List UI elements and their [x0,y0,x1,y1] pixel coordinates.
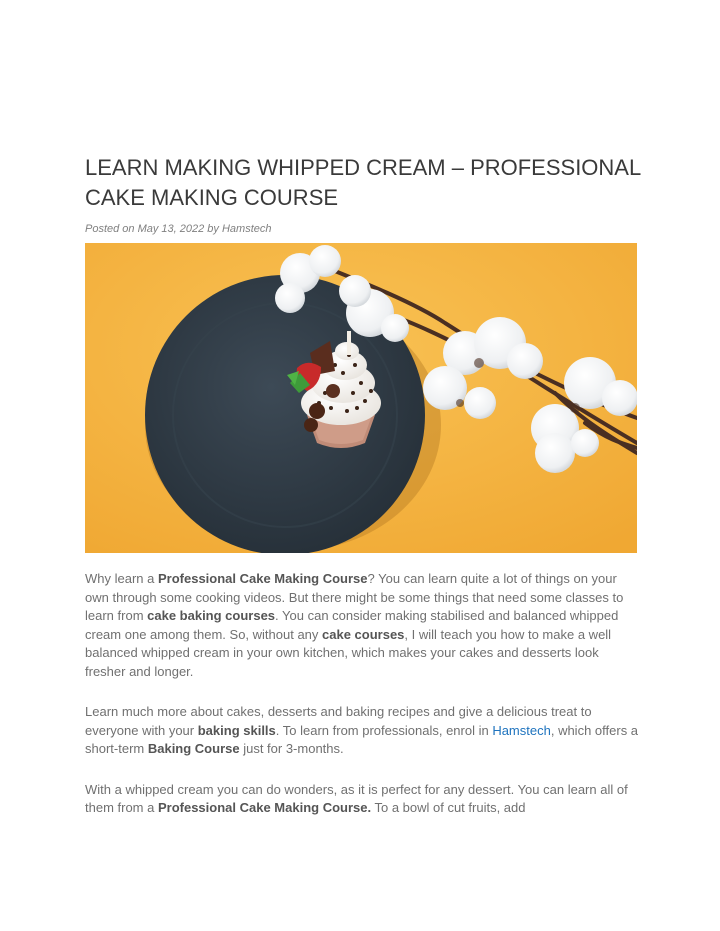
text-segment: To a bowl of cut fruits, add [371,800,526,815]
bold-cake-baking-courses: cake baking courses [147,608,276,623]
meta-by: by [204,223,222,235]
post-meta [85,222,641,236]
author-link[interactable]: Hamstech [221,223,272,235]
text-segment: , which offers a short-term [85,722,639,756]
post-title: LEARN MAKING WHIPPED CREAM – PROFESSIONAL CAKE MAKING COURSE [85,155,641,210]
hamstech-link[interactable]: Hamstech [492,722,551,738]
text-segment: just for 3-months. [239,741,344,756]
paragraph-enrol [85,703,641,759]
bold-cake-courses: cake courses [322,626,405,642]
bold-baking-skills: baking skills [197,722,276,738]
meta-prefix: Posted on [85,223,138,235]
bold-professional-cake-making-course: Professional Cake Making Course [157,571,368,586]
text-segment: Why learn a [85,571,158,586]
text-segment: With a whipped cream you can do wonders, as it is perfect for any dessert. You can learn all of them from a [85,781,628,815]
article [85,153,641,818]
text-segment: ? You can learn quite a lot of things on your own through some cooking videos. But there might be some things that need some classes to learn from [85,571,624,623]
featured-image [85,243,637,553]
paragraph-intro [85,570,641,681]
bold-professional-cake-making-course-2: Professional Cake Making Course. [157,800,372,815]
text-segment: . You can consider making stabilised and balanced whipped cream one among them. So, without any [85,608,619,642]
text-segment: , I will teach you how to make a well balanced whipped cream in your own kitchen, which makes your cakes and desserts look fresher and longer. [85,626,612,679]
text-segment: Learn much more about cakes, desserts and baking recipes and give a delicious treat to everyone with your [85,704,592,738]
paragraph-whipped-cream [85,781,641,818]
text-segment: . To learn from professionals, enrol in [275,722,493,738]
bold-baking-course: Baking Course [147,741,240,756]
post-date-link[interactable]: May 13, 2022 [137,223,205,235]
